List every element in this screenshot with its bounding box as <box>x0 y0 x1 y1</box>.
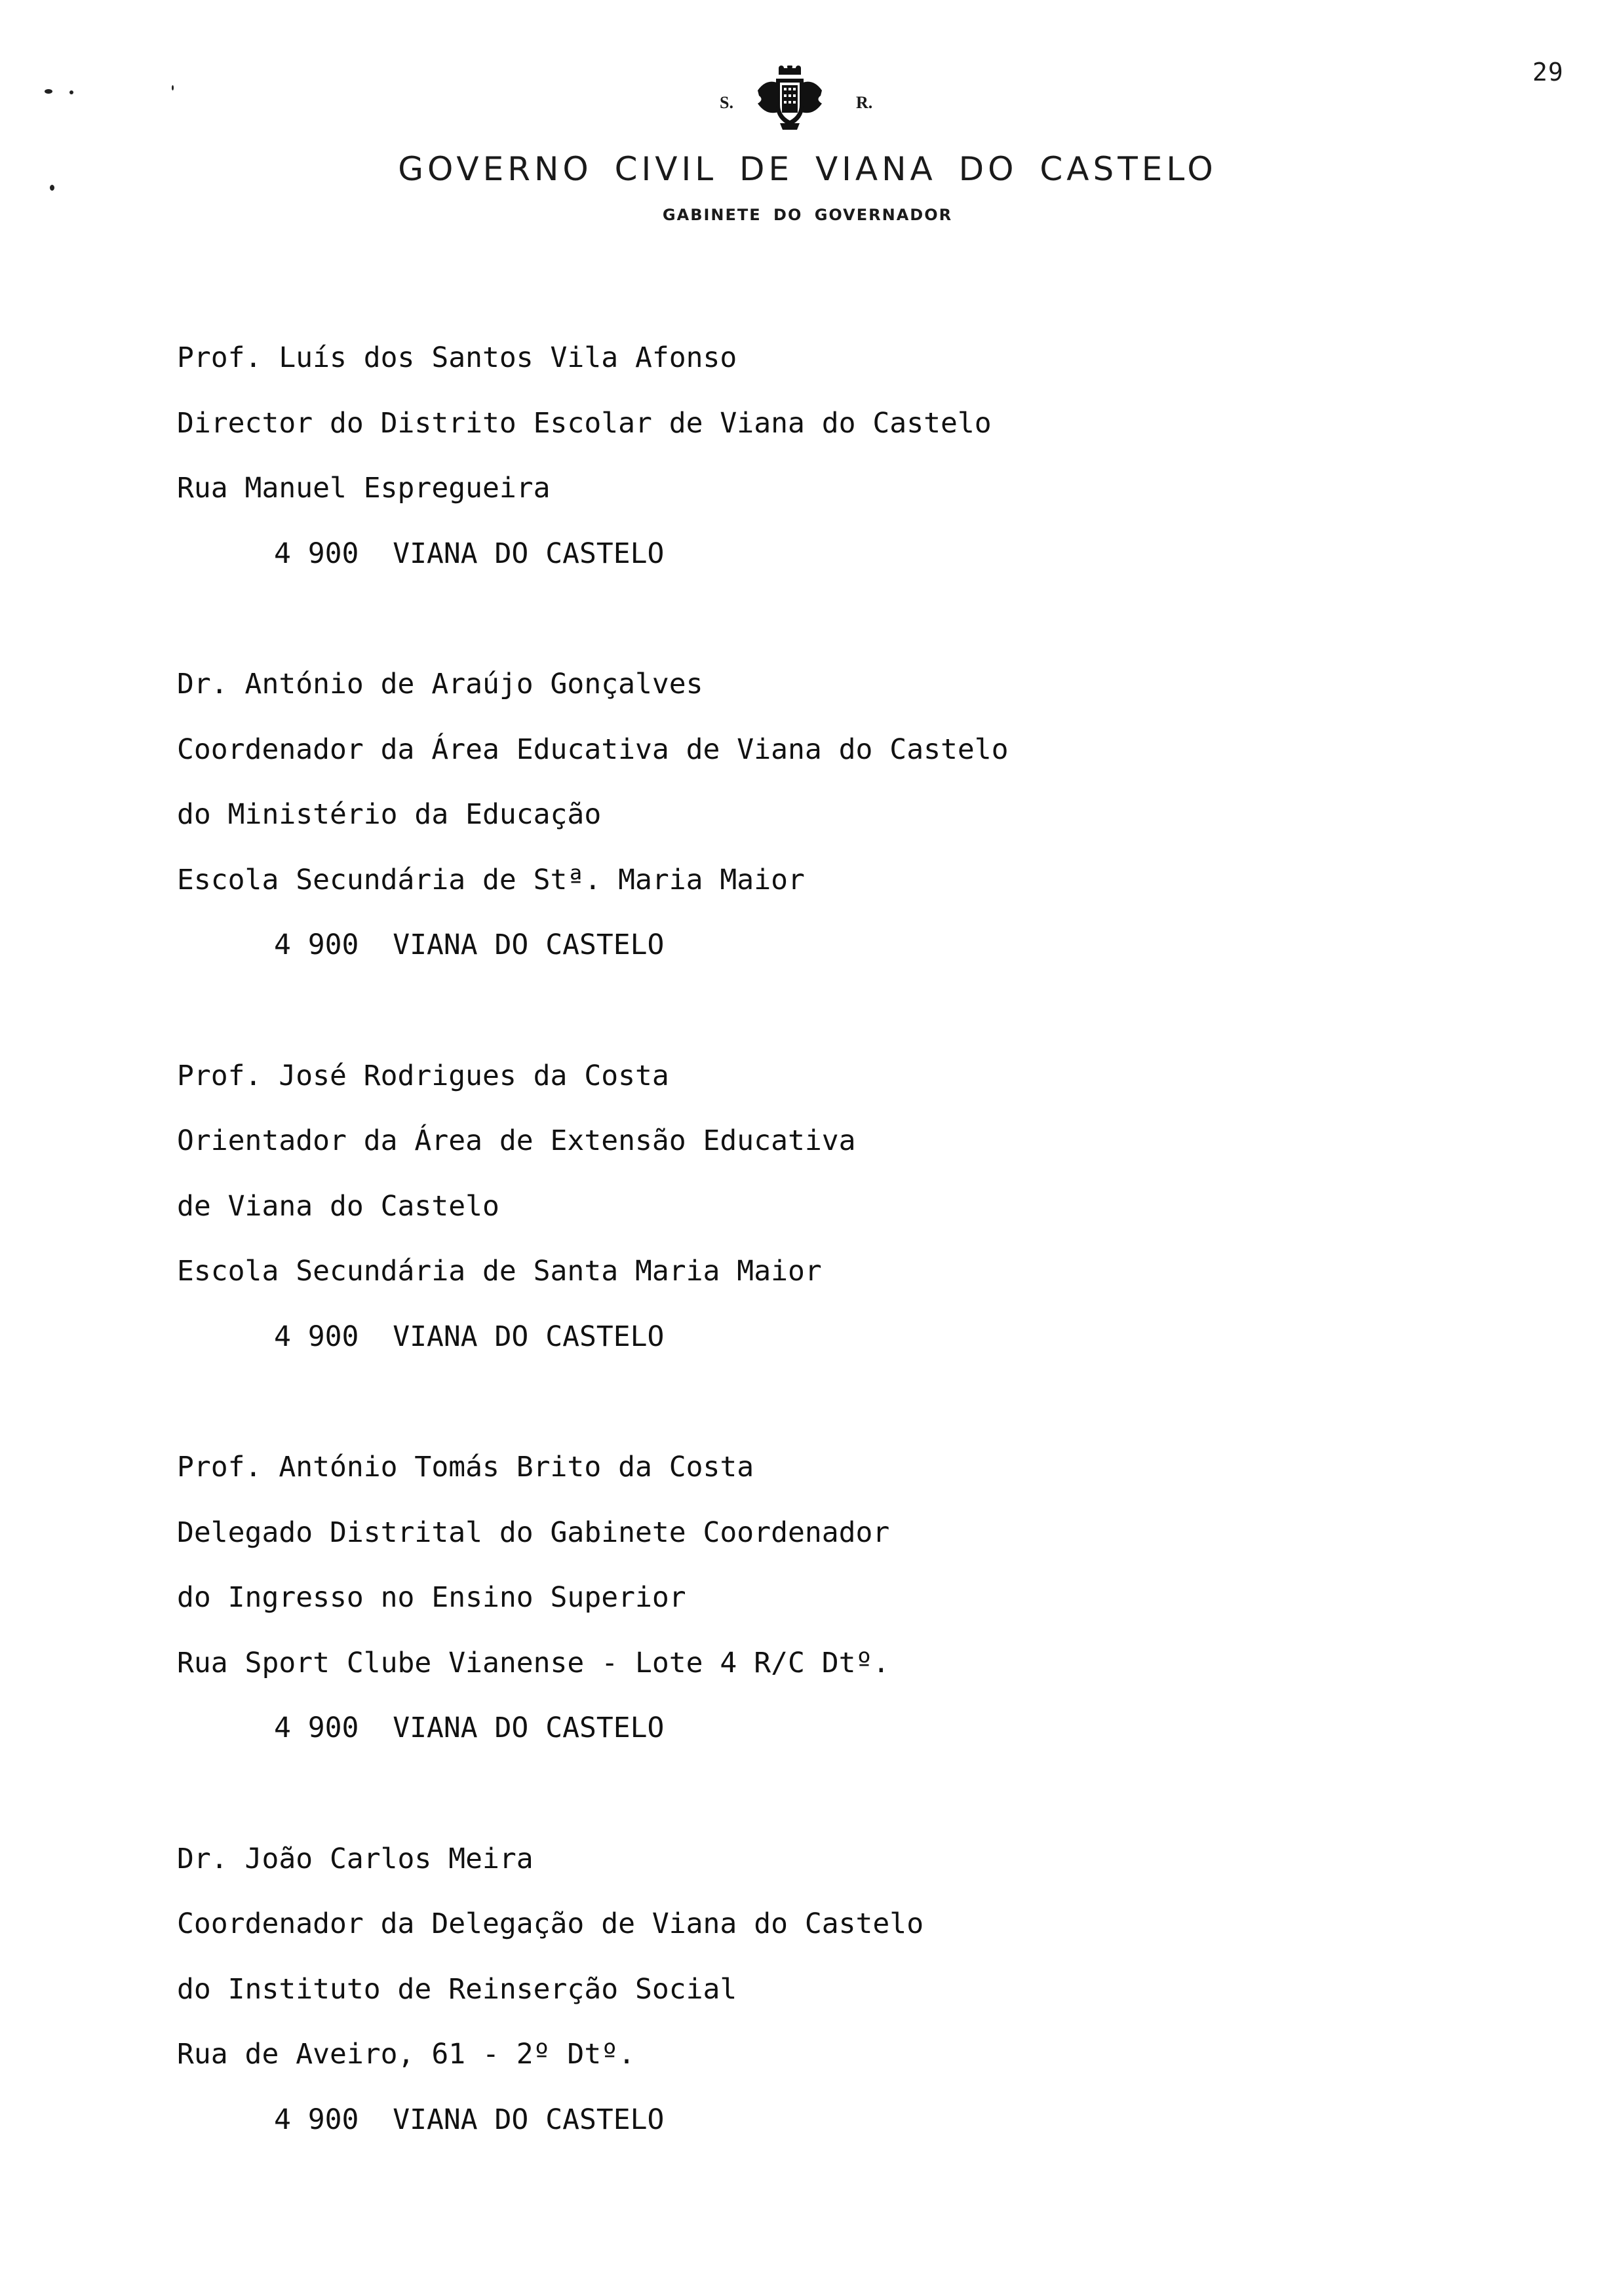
address-line: de Viana do Castelo <box>177 1189 499 1223</box>
address-list <box>177 337 1488 2230</box>
address-line: do Ministério da Educação <box>177 798 602 831</box>
address-entry <box>177 1839 1488 2165</box>
address-city: 4 900 VIANA DO CASTELO <box>274 537 665 570</box>
letterhead <box>0 66 1615 224</box>
address-entry <box>177 1447 1488 1773</box>
address-line: Rua Sport Clube Vianense - Lote 4 R/C Dtº. <box>177 1646 890 1679</box>
address-city: 4 900 VIANA DO CASTELO <box>274 928 665 961</box>
address-entry <box>177 1056 1488 1382</box>
address-line: Rua de Aveiro, 61 - 2º Dtº. <box>177 2038 635 2071</box>
address-entry <box>177 337 1488 598</box>
address-city: 4 900 VIANA DO CASTELO <box>274 2103 665 2136</box>
address-line: Escola Secundária de Stª. Maria Maior <box>177 863 805 896</box>
address-line: Dr. António de Araújo Gonçalves <box>177 668 703 700</box>
emblem-letter-right: R. <box>856 93 873 112</box>
letterhead-subtitle: GABINETE DO GOVERNADOR <box>662 206 953 224</box>
emblem-row <box>0 66 1615 138</box>
address-line: Prof. Luís dos Santos Vila Afonso <box>177 341 737 374</box>
letterhead-title: GOVERNO CIVIL DE VIANA DO CASTELO <box>398 150 1217 188</box>
address-line: Dr. João Carlos Meira <box>177 1842 534 1875</box>
address-line: Orientador da Área de Extensão Educativa <box>177 1124 856 1157</box>
emblem-letter-left: S. <box>720 93 733 112</box>
address-city: 4 900 VIANA DO CASTELO <box>274 1320 665 1353</box>
address-line: do Instituto de Reinserção Social <box>177 1972 737 2006</box>
address-line: Rua Manuel Espregueira <box>177 472 551 505</box>
address-line: Delegado Distrital do Gabinete Coordenador <box>177 1516 890 1549</box>
address-line: Coordenador da Delegação de Viana do Castelo <box>177 1907 924 1940</box>
page-number: 29 <box>1532 58 1564 86</box>
address-line: do Ingresso no Ensino Superior <box>177 1581 686 1614</box>
address-line: Director do Distrito Escolar de Viana do Castelo <box>177 406 992 440</box>
address-city: 4 900 VIANA DO CASTELO <box>274 1712 665 1744</box>
address-line: Coordenador da Área Educativa de Viana do Castelo <box>177 733 1009 766</box>
address-line: Prof. José Rodrigues da Costa <box>177 1059 669 1092</box>
address-entry <box>177 664 1488 990</box>
coat-of-arms-emblem <box>754 66 826 131</box>
address-line: Escola Secundária de Santa Maria Maior <box>177 1255 822 1288</box>
address-line: Prof. António Tomás Brito da Costa <box>177 1451 754 1483</box>
